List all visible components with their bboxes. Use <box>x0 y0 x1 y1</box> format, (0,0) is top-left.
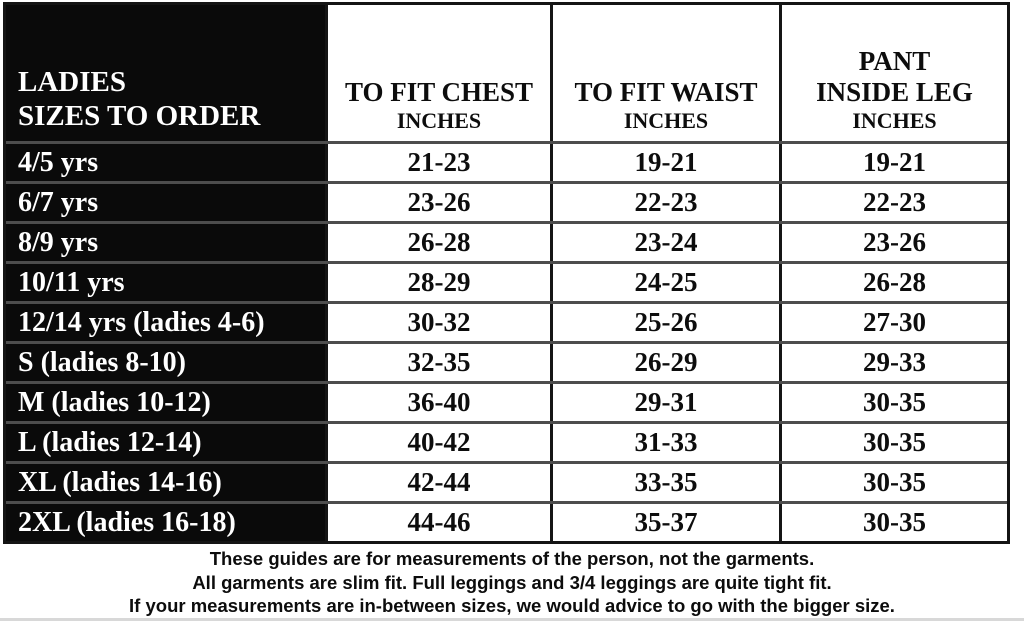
waist-cell: 29-31 <box>550 384 779 421</box>
size-label-cell: 4/5 yrs <box>6 144 325 181</box>
waist-cell: 33-35 <box>550 464 779 501</box>
waist-cell: 26-29 <box>550 344 779 381</box>
chest-cell: 28-29 <box>325 264 550 301</box>
header-waist-unit: INCHES <box>623 107 709 133</box>
size-label-cell: 2XL (ladies 16-18) <box>6 504 325 541</box>
chest-cell: 40-42 <box>325 424 550 461</box>
size-label-cell: 8/9 yrs <box>6 224 325 261</box>
leg-cell: 19-21 <box>779 144 1007 181</box>
table-row <box>6 221 1007 261</box>
chest-cell: 42-44 <box>325 464 550 501</box>
leg-cell: 29-33 <box>779 344 1007 381</box>
size-label-cell: M (ladies 10-12) <box>6 384 325 421</box>
header-leg-title1: PANT <box>858 45 931 76</box>
size-label-cell: 10/11 yrs <box>6 264 325 301</box>
header-leg-unit: INCHES <box>852 107 937 133</box>
waist-cell: 23-24 <box>550 224 779 261</box>
footer-note-line: If your measurements are in-between sizes, we would advice to go with the bigger size. <box>129 595 895 616</box>
leg-cell: 30-35 <box>779 464 1007 501</box>
chest-cell: 32-35 <box>325 344 550 381</box>
chest-cell: 36-40 <box>325 384 550 421</box>
size-label-cell: L (ladies 12-14) <box>6 424 325 461</box>
waist-cell: 19-21 <box>550 144 779 181</box>
table-row <box>6 261 1007 301</box>
leg-cell: 22-23 <box>779 184 1007 221</box>
leg-cell: 30-35 <box>779 384 1007 421</box>
chest-cell: 26-28 <box>325 224 550 261</box>
size-label-cell: 12/14 yrs (ladies 4-6) <box>6 304 325 341</box>
header-chest <box>325 5 550 141</box>
table-row <box>6 421 1007 461</box>
header-waist <box>550 5 779 141</box>
table-row <box>6 501 1007 541</box>
chest-cell: 21-23 <box>325 144 550 181</box>
header-waist-title: TO FIT WAIST <box>574 76 758 107</box>
footer-notes <box>0 547 1024 618</box>
footer-note-line: All garments are slim fit. Full leggings and 3/4 leggings are quite tight fit. <box>192 571 832 593</box>
chest-cell: 23-26 <box>325 184 550 221</box>
size-label-cell: 6/7 yrs <box>6 184 325 221</box>
table-row <box>6 181 1007 221</box>
size-label-cell: S (ladies 8-10) <box>6 344 325 381</box>
header-row <box>6 5 1007 141</box>
waist-cell: 24-25 <box>550 264 779 301</box>
chest-cell: 30-32 <box>325 304 550 341</box>
waist-cell: 22-23 <box>550 184 779 221</box>
bottom-divider <box>0 618 1024 621</box>
header-chest-unit: INCHES <box>396 107 482 133</box>
footer-note-line: These guides are for measurements of the person, not the garments. <box>209 548 815 569</box>
header-ladies-line2: SIZES TO ORDER <box>18 99 261 132</box>
table-row <box>6 381 1007 421</box>
leg-cell: 23-26 <box>779 224 1007 261</box>
table-row <box>6 301 1007 341</box>
header-chest-title: TO FIT CHEST <box>344 76 534 107</box>
leg-cell: 27-30 <box>779 304 1007 341</box>
leg-cell: 30-35 <box>779 424 1007 461</box>
table-row <box>6 341 1007 381</box>
chest-cell: 44-46 <box>325 504 550 541</box>
header-ladies-line1: LADIES <box>18 66 126 99</box>
waist-cell: 31-33 <box>550 424 779 461</box>
header-ladies-sizes <box>6 5 325 141</box>
size-label-cell: XL (ladies 14-16) <box>6 464 325 501</box>
leg-cell: 30-35 <box>779 504 1007 541</box>
waist-cell: 35-37 <box>550 504 779 541</box>
table-row <box>6 141 1007 181</box>
leg-cell: 26-28 <box>779 264 1007 301</box>
size-chart-table <box>3 2 1010 544</box>
table-row <box>6 461 1007 501</box>
header-leg-title2: INSIDE LEG <box>816 76 973 107</box>
waist-cell: 25-26 <box>550 304 779 341</box>
header-inside-leg <box>779 5 1007 141</box>
